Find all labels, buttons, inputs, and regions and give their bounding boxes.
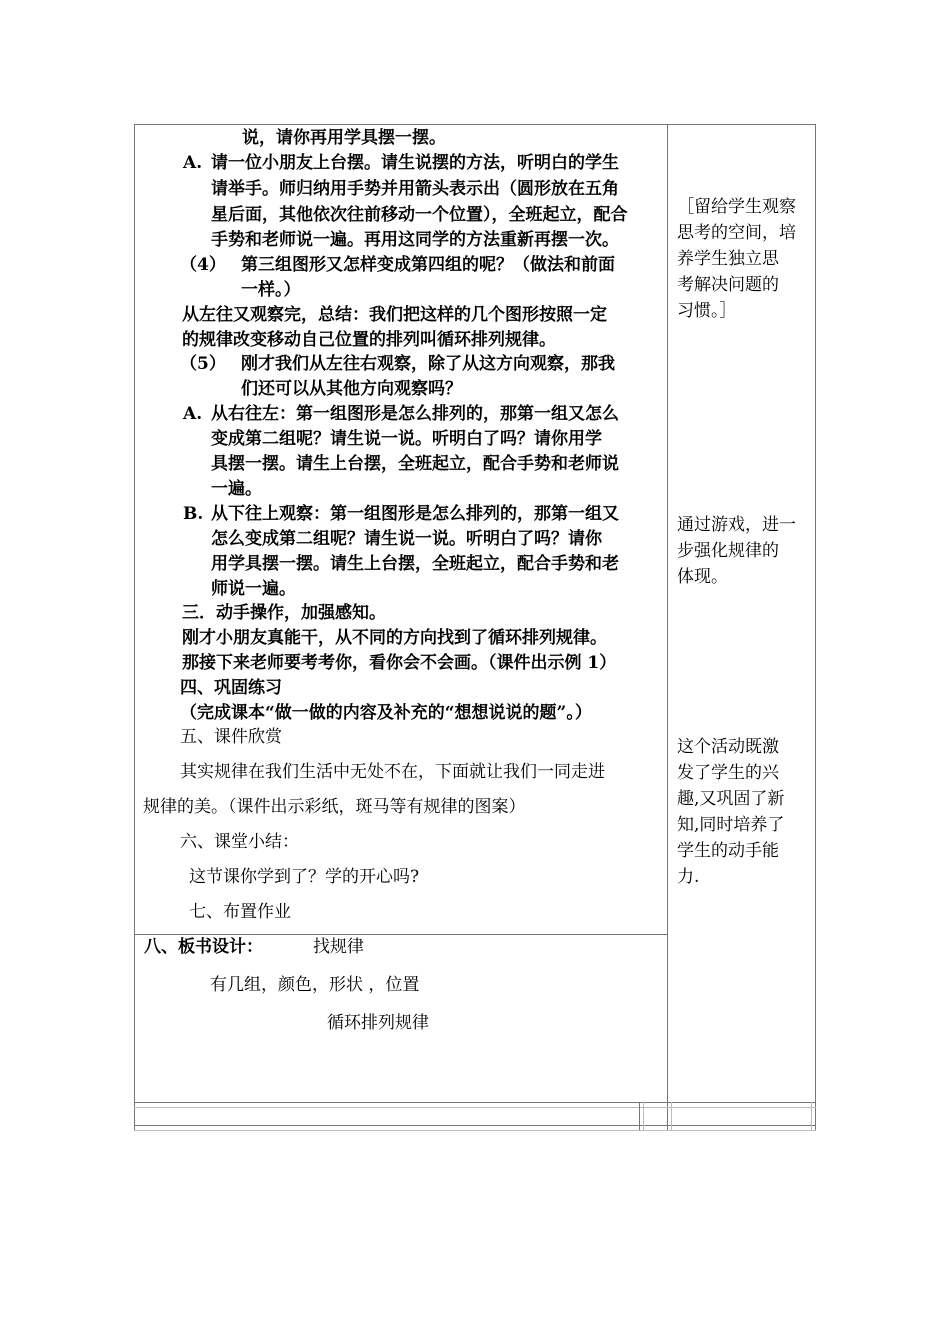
body-line: 用学具摆一摆。请生上台摆，全班起立，配合手势和老 — [211, 554, 619, 574]
bottom-row-outer-bottom — [134, 1130, 816, 1131]
table-border-left — [134, 124, 135, 1130]
body-line: 怎么变成第二组呢？请生说一说。听明白了吗？请你 — [211, 529, 602, 549]
note-line: ［留给学生观察 — [677, 197, 796, 217]
bottom-row-top — [134, 1102, 816, 1103]
sidebar-note-activity — [677, 734, 809, 890]
item-label-a: A. — [183, 404, 203, 424]
bottom-row-bottom — [134, 1125, 816, 1126]
note-line: 思考的空间，培 — [677, 223, 796, 243]
body-line: 从下往上观察：第一组图形是怎么排列的，那第一组又 — [211, 504, 619, 524]
body-line: 其实规律在我们生活中无处不在，下面就让我们一同走进 — [180, 762, 605, 782]
section-heading: 六、课堂小结： — [180, 832, 299, 852]
body-line: （完成课本“做一做的内容及补充的“想想说说的题”。） — [180, 703, 592, 723]
body-line: 手势和老师说一遍。再用这同学的方法重新再摆一次。 — [211, 230, 619, 250]
section-heading: 三．动手操作，加强感知。 — [182, 603, 386, 623]
body-line: 一遍。 — [211, 479, 262, 499]
note-line: 习惯。］ — [677, 301, 737, 321]
section-heading: 四、巩固练习 — [180, 678, 282, 698]
bottom-row-inner-top — [134, 1107, 816, 1108]
body-line: 具摆一摆。请生上台摆，全班起立，配合手势和老师说 — [211, 454, 619, 474]
board-heading: 八、板书设计： — [144, 937, 263, 957]
section-heading: 五、课件欣赏 — [180, 727, 282, 747]
body-line: 刚才小朋友真能干，从不同的方向找到了循环排列规律。 — [182, 628, 607, 648]
bottom-cell-divider-3 — [671, 1102, 672, 1130]
body-line: 从左往又观察完，总结：我们把这样的几个图形按照一定 — [182, 305, 607, 325]
note-line: 发了学生的兴 — [677, 763, 779, 783]
note-line: 知,同时培养了 — [677, 815, 785, 835]
body-line: 刚才我们从左往右观察，除了从这方向观察，那我 — [241, 354, 615, 374]
board-line: 有几组，颜色，形状 ，位置 — [210, 975, 420, 995]
body-line: 师说一遍。 — [211, 579, 296, 599]
item-label-a: A. — [183, 153, 203, 173]
body-line: 们还可以从其他方向观察吗？ — [241, 379, 462, 399]
note-line: 趣,又巩固了新 — [677, 789, 785, 809]
body-line: 第三组图形又怎样变成第四组的呢？（做法和前面 — [241, 255, 615, 275]
item-label-4: （4） — [180, 255, 226, 275]
sidebar-note-observation — [677, 194, 809, 324]
note-line: 通过游戏，进一 — [677, 515, 796, 535]
bottom-cell-divider-2 — [643, 1102, 644, 1130]
item-label-b: B. — [183, 504, 204, 524]
table-border-right — [815, 124, 816, 1130]
bottom-cell-divider-4 — [811, 1102, 812, 1130]
note-line: 力. — [677, 867, 700, 887]
note-line: 养学生独立思 — [677, 249, 779, 269]
body-line: 变成第二组呢？请生说一说。听明白了吗？请你用学 — [211, 429, 602, 449]
body-line: 一样。） — [241, 280, 301, 300]
bottom-cell-divider-1 — [639, 1102, 640, 1130]
body-line: 说，请你再用学具摆一摆。 — [242, 128, 446, 148]
body-line: 规律的美。（课件出示彩纸，斑马等有规律的图案） — [143, 797, 526, 817]
note-line: 体现。 — [677, 567, 728, 587]
note-line: 这个活动既激 — [677, 737, 779, 757]
board-title: 找规律 — [313, 937, 364, 957]
body-line: 这节课你学到了？学的开心吗? — [189, 867, 420, 887]
table-border-top — [134, 124, 816, 125]
item-label-5: （5） — [180, 354, 226, 374]
section-heading: 七、布置作业 — [189, 902, 291, 922]
body-line: 那接下来老师要考考你，看你会不会画。（课件出示例 1） — [182, 653, 617, 673]
note-line: 考解决问题的 — [677, 275, 779, 295]
sidebar-note-game — [677, 512, 809, 590]
body-line: 的规律改变移动自己位置的排列叫循环排列规律。 — [182, 330, 556, 350]
note-line: 学生的动手能 — [677, 841, 779, 861]
body-line: 请举手。师归纳用手势并用箭头表示出（圆形放在五角 — [211, 179, 619, 199]
table-column-divider — [667, 124, 668, 1130]
board-line: 循环排列规律 — [327, 1013, 429, 1033]
note-line: 步强化规律的 — [677, 541, 779, 561]
body-line: 星后面，其他依次往前移动一个位置），全班起立，配合 — [211, 205, 628, 225]
board-row-divider — [134, 934, 668, 935]
body-line: 从右往左：第一组图形是怎么排列的，那第一组又怎么 — [211, 404, 619, 424]
body-line: 请一位小朋友上台摆。请生说摆的方法，听明白的学生 — [211, 153, 619, 173]
